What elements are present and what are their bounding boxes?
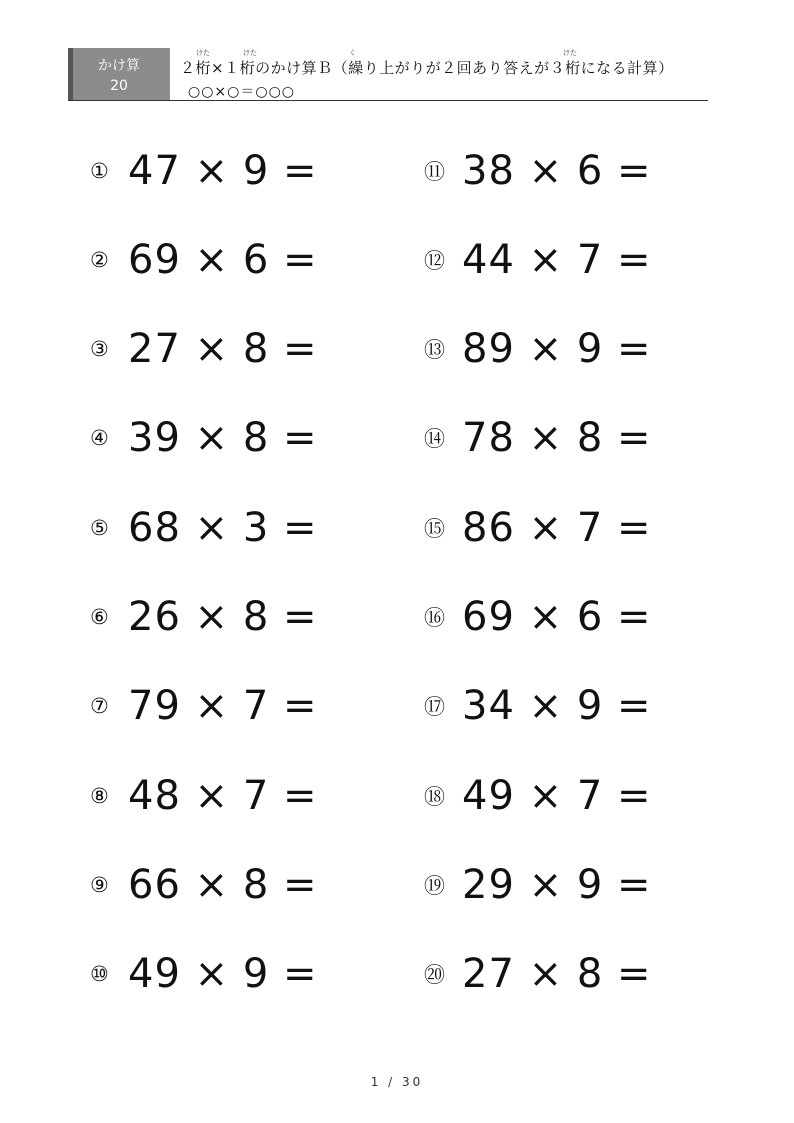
ruby-keta-3: けた	[563, 49, 577, 57]
header-rule	[68, 100, 708, 101]
problem-expression: 47 × 9 =	[128, 148, 318, 194]
problem-number: ⑲	[424, 874, 445, 898]
problem-expression: 26 × 8 =	[128, 594, 318, 640]
problem-expression: 38 × 6 =	[462, 148, 652, 194]
problem-number: ⑯	[424, 606, 445, 630]
problem-14	[424, 413, 652, 463]
problem-expression: 69 × 6 =	[128, 237, 318, 283]
problem-expression: 44 × 7 =	[462, 237, 652, 283]
category-label: かけ算	[98, 58, 140, 74]
problem-13	[424, 324, 652, 374]
problem-number: ⑤	[90, 516, 109, 540]
problem-expression: 89 × 9 =	[462, 326, 652, 372]
problem-expression: 29 × 9 =	[462, 862, 652, 908]
problem-number: ⑥	[90, 605, 109, 629]
problem-number: ⑬	[424, 338, 445, 362]
problem-number: ⑧	[90, 784, 109, 808]
problem-expression: 68 × 3 =	[128, 505, 318, 551]
problem-16	[424, 592, 652, 642]
problem-expression: 69 × 6 =	[462, 594, 652, 640]
problem-number: ⑰	[424, 695, 445, 719]
problem-number: ⑭	[424, 427, 445, 451]
problem-expression: 27 × 8 =	[128, 326, 318, 372]
worksheet-label-box	[68, 48, 170, 101]
problem-expression: 66 × 8 =	[128, 862, 318, 908]
problem-number: ⑳	[424, 963, 445, 987]
problem-20	[424, 949, 652, 999]
problem-expression: 34 × 9 =	[462, 683, 652, 729]
problem-number: ⑱	[424, 785, 445, 809]
problem-expression: 49 × 7 =	[462, 773, 652, 819]
problem-number: ⑮	[424, 517, 445, 541]
problem-number: ⑪	[424, 160, 445, 184]
worksheet-number: 20	[110, 78, 128, 94]
problem-number: ⑦	[90, 694, 109, 718]
ruby-keta-2: けた	[243, 49, 257, 57]
problem-expression: 86 × 7 =	[462, 505, 652, 551]
problem-19	[424, 860, 652, 910]
problem-5	[90, 503, 318, 553]
problem-expression: 49 × 9 =	[128, 951, 318, 997]
problem-number: ②	[90, 248, 109, 272]
problem-number: ④	[90, 426, 109, 450]
problem-number: ⑫	[424, 249, 445, 273]
ruby-ku: く	[349, 49, 356, 57]
problem-6	[90, 592, 318, 642]
problem-expression: 79 × 7 =	[128, 683, 318, 729]
problem-2	[90, 235, 318, 285]
ruby-keta-1: けた	[196, 49, 210, 57]
problem-number: ⑩	[90, 962, 109, 986]
problem-1	[90, 146, 318, 196]
problem-7	[90, 681, 318, 731]
problem-12	[424, 235, 652, 285]
problem-expression: 78 × 8 =	[462, 415, 652, 461]
problem-3	[90, 324, 318, 374]
problem-10	[90, 949, 318, 999]
label-box-edge	[68, 48, 73, 101]
worksheet-title: ２桁×１桁のかけ算Ｂ（繰り上がりが２回あり答えが３桁になる計算）	[180, 59, 674, 77]
problem-number: ③	[90, 337, 109, 361]
problem-17	[424, 681, 652, 731]
problem-expression: 48 × 7 =	[128, 773, 318, 819]
problem-11	[424, 146, 652, 196]
problem-number: ①	[90, 159, 109, 183]
problem-4	[90, 413, 318, 463]
problem-expression: 39 × 8 =	[128, 415, 318, 461]
problem-number: ⑨	[90, 873, 109, 897]
problem-15	[424, 503, 652, 553]
page-number: 1 / 30	[370, 1075, 424, 1089]
problem-expression: 27 × 8 =	[462, 951, 652, 997]
problem-9	[90, 860, 318, 910]
pattern-line: ○○×○＝○○○	[188, 84, 296, 100]
problem-8	[90, 771, 318, 821]
problem-18	[424, 771, 652, 821]
